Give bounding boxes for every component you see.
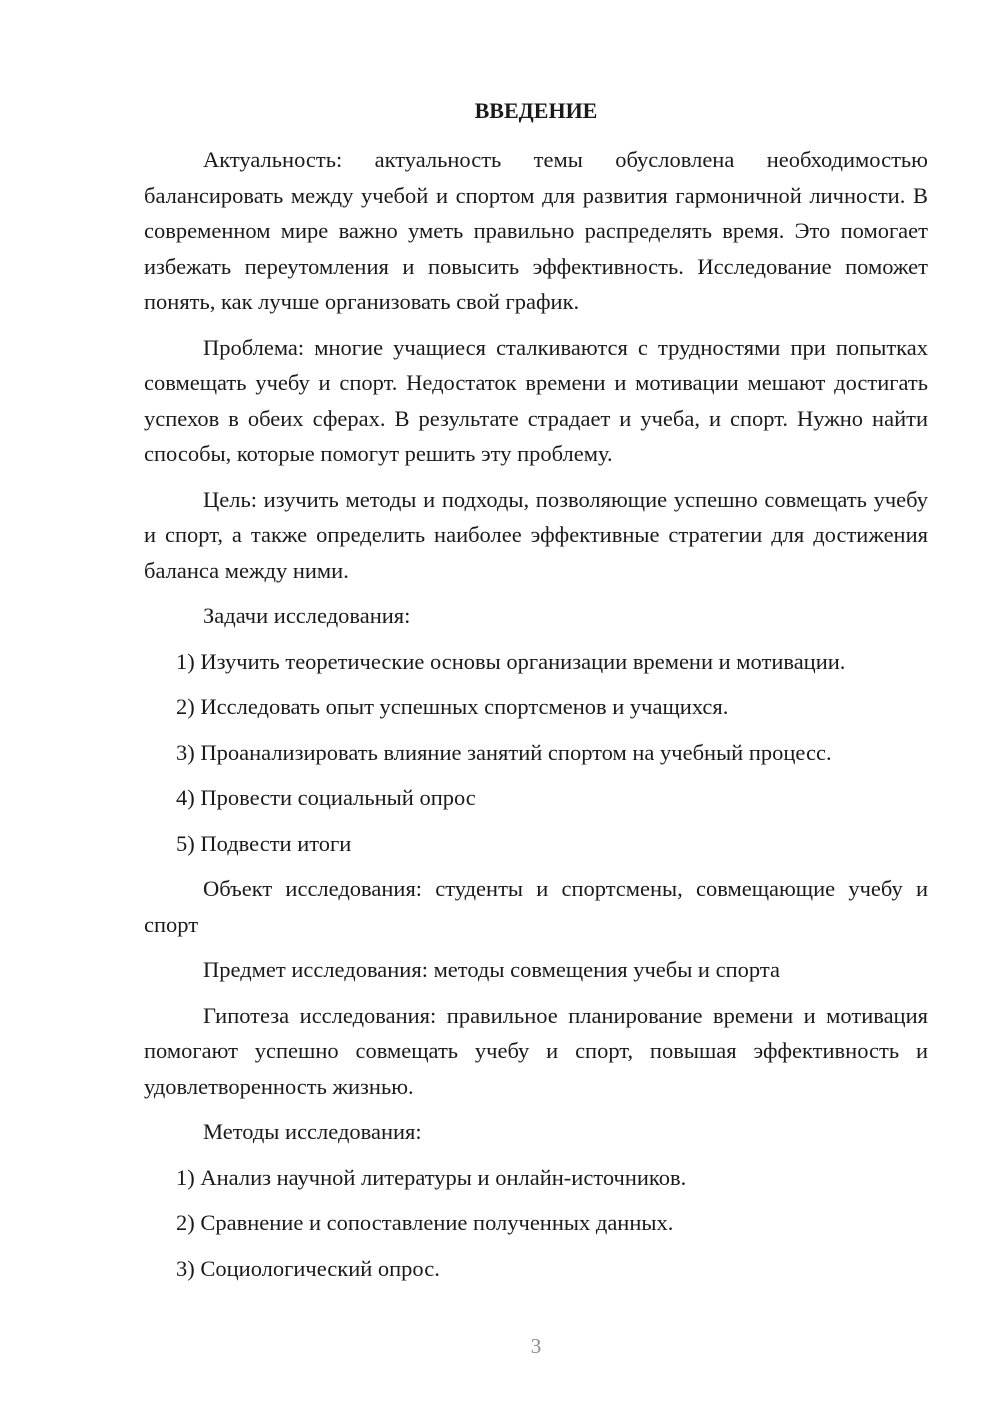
method-item: 2) Сравнение и сопоставление полученных данных. bbox=[176, 1210, 674, 1235]
document-page bbox=[144, 0, 928, 1414]
page-number: 3 bbox=[530, 1334, 542, 1358]
task-item: 3) Проанализировать влияние занятий спортом на учебный процесс. bbox=[176, 739, 832, 765]
tasks-heading: Задачи исследования: bbox=[203, 603, 411, 628]
task-item: 2) Исследовать опыт успешных спортсменов и учащихся. bbox=[176, 694, 729, 719]
object-paragraph: Объект исследования: студенты и спортсмены, совмещающие учебу и спорт bbox=[144, 876, 928, 937]
method-item: 1) Анализ научной литературы и онлайн-источников. bbox=[176, 1164, 687, 1190]
subject-paragraph: Предмет исследования: методы совмещения учебы и спорта bbox=[203, 957, 780, 982]
method-item: 3) Социологический опрос. bbox=[176, 1255, 440, 1281]
task-item: 1) Изучить теоретические основы организации времени и мотивации. bbox=[176, 648, 846, 674]
page-title: ВВЕДЕНИЕ bbox=[474, 98, 598, 123]
hypothesis-paragraph: Гипотеза исследования: правильное планирование времени и мотивация помогают успешно совмещать учебу и спорт, повышая эффективность и удовлетворенность жизнью. bbox=[144, 1002, 928, 1099]
document-body bbox=[144, 142, 928, 1296]
goal-paragraph: Цель: изучить методы и подходы, позволяющие успешно совмещать учебу и спорт, а также определить наиболее эффективные стратегии для достижения баланса между ними. bbox=[144, 486, 928, 583]
methods-heading: Методы исследования: bbox=[203, 1119, 422, 1144]
task-item: 5) Подвести итоги bbox=[176, 830, 352, 856]
relevance-paragraph: Актуальность: актуальность темы обусловлена необходимостью балансировать между учебой и спортом для развития гармоничной личности. В современном мире важно уметь правильно распределять время. Это помогает избежать переутомления и повысить эффективность. Исследование поможет понять, как лучше организовать свой график. bbox=[144, 147, 928, 314]
task-item: 4) Провести социальный опрос bbox=[176, 785, 476, 810]
problem-paragraph: Проблема: многие учащиеся сталкиваются с трудностями при попытках совмещать учебу и спорт. Недостаток времени и мотивации мешают достигать успехов в обеих сферах. В результате страдает и учеба, и спорт. Нужно найти способы, которые помогут решить эту проблему. bbox=[144, 334, 928, 466]
